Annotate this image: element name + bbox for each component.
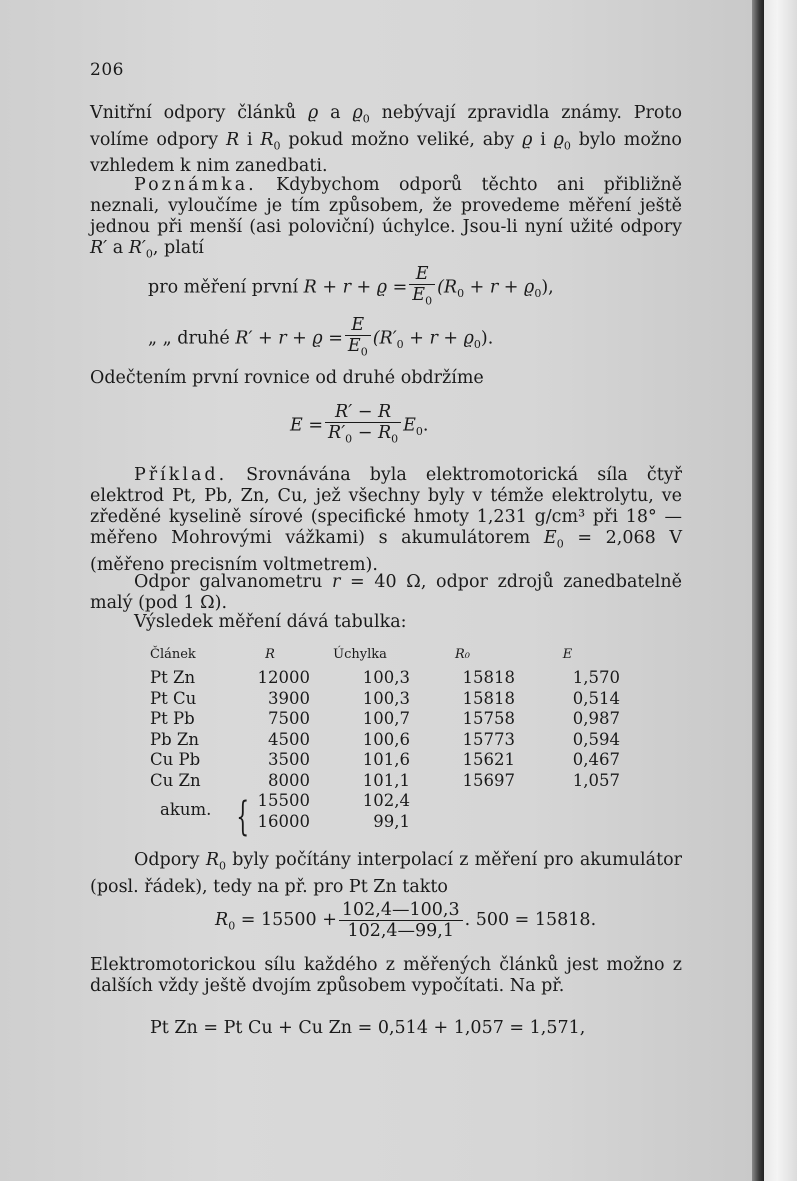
note-label: Poznámka. xyxy=(134,175,257,195)
equation-sum: Pt Zn = Pt Cu + Cu Zn = 0,514 + 1,057 = 1,571, xyxy=(150,1018,586,1038)
table-header-row xyxy=(150,642,620,668)
brace: { xyxy=(236,794,250,840)
paragraph-emf: Elektromotorickou sílu každého z měřených článků jest možno z dalších vždy ještě dvojím způsobem vypočítati. Na př. xyxy=(90,955,682,996)
equation-second: „ „ druhé R′ + r + ϱ = $\frac{E}{E_0}$ $(R'_0 + r + ϱ_0)$. xyxy=(148,315,494,359)
table-row: Pt Pb 7500 100,7 15758 0,987 xyxy=(150,709,620,728)
results-table xyxy=(150,642,620,832)
equation-interpolation: $R_0 = 15500$ + $\frac{102,4—100,3}{102,4—99,1}$ . 500 = 15818. xyxy=(215,900,597,941)
table-row: Pb Zn 4500 100,6 15773 0,594 xyxy=(150,729,620,749)
table-header: Článek xyxy=(150,646,196,662)
table-row: Pt Cu 3900 100,3 15818 0,514 xyxy=(150,688,620,708)
table-row: Cu Pb 3500 101,6 15621 0,467 xyxy=(150,750,620,769)
table-row: Pt Zn 12000 100,3 15818 1,570 xyxy=(150,668,620,687)
equation-result: E = $\frac{R' - R}{R'_0 - R_0}$ $E_0$. xyxy=(290,402,429,446)
paragraph-subtract: Odečtením první rovnice od druhé obdržíme xyxy=(90,368,484,388)
table-row: Cu Zn 8000 101,1 15697 1,057 xyxy=(150,770,620,790)
equation-first: pro měření první R + r + ϱ = $\frac{E}{E_0}$ $(R_0 + r + ϱ_0)$, xyxy=(148,264,554,308)
next-page-edge xyxy=(764,0,797,1181)
table-header: E xyxy=(562,646,573,662)
table-row-akum-2: 16000 99,1 xyxy=(257,811,410,831)
paragraph-interpolation: Odpory $R_0$ byly počítány interpolací z měření pro akumulátor (posl. řádek), tedy na př. pro Pt Zn takto xyxy=(90,850,682,897)
example-label: Příklad. xyxy=(134,465,228,485)
paragraph-1: Vnitřní odpory článků ϱ a $ϱ_0$ nebývají zpravidla známy. Proto volíme odpory R i $R_0$ pokud možno veliké, aby ϱ i $ϱ_0$ bylo možno vzhledem k nim zanedbati. xyxy=(90,103,682,176)
paragraph-note: Poznámka. Kdybychom odporů těchto ani přibližně neznali, vyloučíme je tím způsobem, že provedeme měření ještě jednou při menší (asi poloviční) úchylce. Jsou-li nyní užité odpory R′ a $R'_0$, platí xyxy=(90,175,682,261)
table-header: R₀ xyxy=(455,646,470,662)
akum-label: akum. xyxy=(160,800,212,819)
paragraph-example: Příklad. Srovnávána byla elektromotorická síla čtyř elektrod Pt, Pb, Zn, Cu, jež všechny byly v témže elektrolytu, ve zředěné kyselině sírové (specifické hmoty 1,231 g/cm³ při 18° — měřeno Mohrovými vážkami) s akumulátorem $E_0 = 2,068$ V (měřeno precisním voltmetrem). xyxy=(90,465,682,575)
book-gutter xyxy=(752,0,764,1181)
table-row-akum-1: 15500 102,4 xyxy=(257,791,410,810)
table-header: Úchylka xyxy=(333,646,387,662)
paragraph-galvanometer: Odpor galvanometru r = 40 Ω, odpor zdrojů zanedbatelně malý (pod 1 Ω). xyxy=(90,572,682,613)
paragraph-table-intro: Výsledek měření dává tabulka: xyxy=(134,612,407,632)
page-number: 206 xyxy=(90,60,124,80)
table-header: R xyxy=(265,646,275,662)
